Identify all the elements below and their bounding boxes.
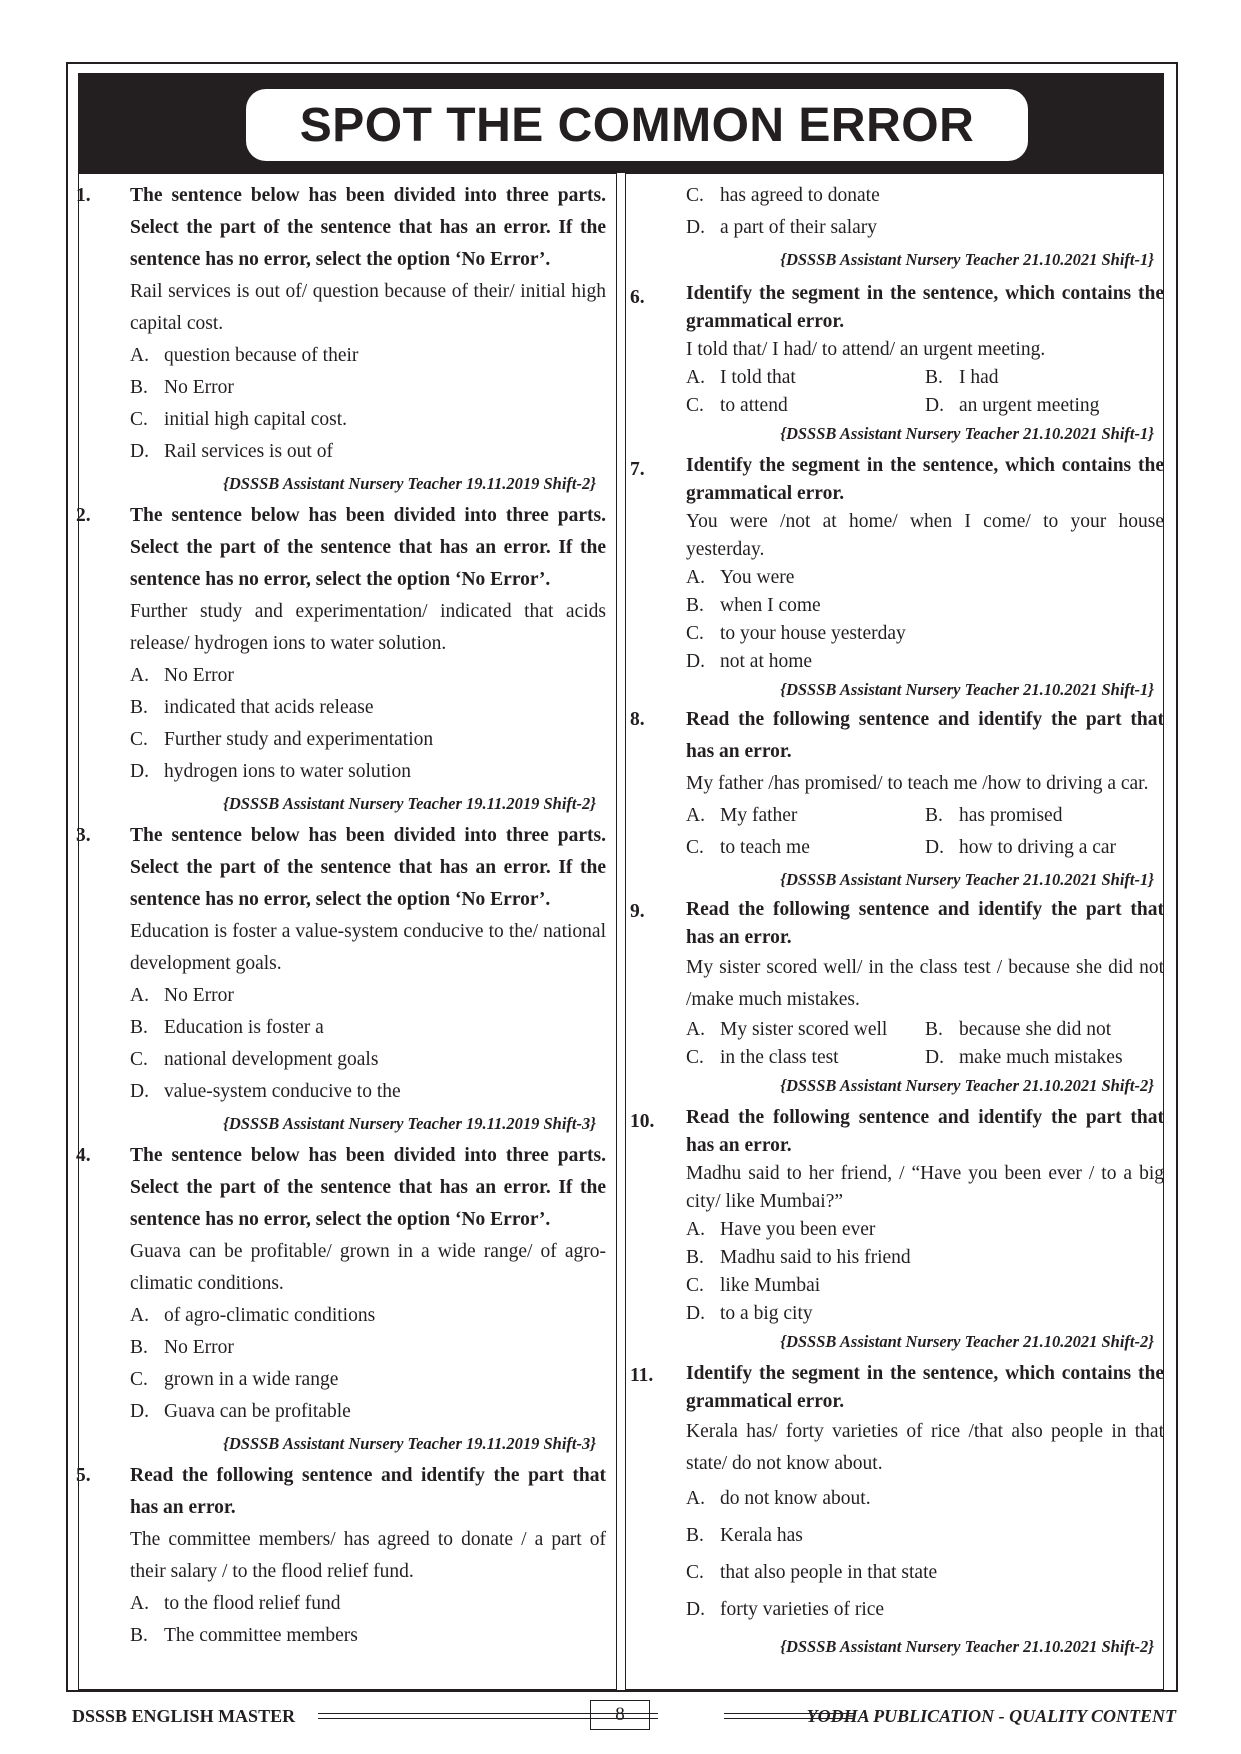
option-letter: B. bbox=[130, 1337, 148, 1358]
question-source: {DSSSB Assistant Nursery Teacher 19.11.2019 Shift-2} bbox=[223, 474, 596, 493]
option-text: Further study and experimentation bbox=[164, 729, 434, 750]
question-instruction: The sentence below has been divided into three parts. Select the part of the sentence that has an error. If the sentence has no error, select the option ‘No Error’. bbox=[130, 825, 606, 910]
question-number: 2. bbox=[76, 505, 91, 526]
option-b[interactable] bbox=[130, 692, 606, 724]
option-letter: C. bbox=[686, 1562, 704, 1583]
question-instruction: The sentence below has been divided into three parts. Select the part of the sentence that has an error. If the sentence has no error, select the option ‘No Error’. bbox=[130, 505, 606, 590]
question-9 bbox=[630, 896, 1164, 1100]
option-text: how to driving a car bbox=[959, 837, 1117, 858]
option-text: No Error bbox=[164, 1337, 234, 1358]
question-source: {DSSSB Assistant Nursery Teacher 21.10.2021 Shift-2} bbox=[780, 1076, 1154, 1095]
question-source: {DSSSB Assistant Nursery Teacher 21.10.2021 Shift-1} bbox=[780, 870, 1154, 889]
option-c[interactable] bbox=[130, 724, 606, 756]
option-c[interactable] bbox=[686, 1554, 1164, 1591]
option-text: do not know about. bbox=[720, 1488, 871, 1509]
option-letter: D. bbox=[925, 837, 944, 858]
option-letter: B. bbox=[130, 697, 148, 718]
option-d[interactable] bbox=[686, 1300, 1164, 1328]
option-text: like Mumbai bbox=[720, 1275, 821, 1296]
option-c[interactable] bbox=[686, 1272, 1164, 1300]
option-letter: C. bbox=[686, 1047, 704, 1068]
option-text: when I come bbox=[720, 595, 821, 616]
option-text: of agro-climatic conditions bbox=[164, 1305, 376, 1326]
option-d[interactable] bbox=[130, 1076, 606, 1108]
option-text: Have you been ever bbox=[720, 1219, 876, 1240]
option-c[interactable] bbox=[686, 180, 1164, 212]
option-text: My sister scored well bbox=[720, 1019, 888, 1040]
option-d[interactable] bbox=[130, 1396, 606, 1428]
option-text: indicated that acids release bbox=[164, 697, 374, 718]
option-letter: A. bbox=[686, 1219, 705, 1240]
option-letter: A. bbox=[686, 567, 705, 588]
option-a[interactable] bbox=[686, 364, 925, 392]
option-letter: A. bbox=[686, 805, 705, 826]
option-a[interactable] bbox=[130, 1588, 606, 1620]
question-source: {DSSSB Assistant Nursery Teacher 21.10.2021 Shift-2} bbox=[780, 1637, 1154, 1656]
option-letter: B. bbox=[130, 1017, 148, 1038]
option-letter: B. bbox=[686, 595, 704, 616]
option-text: grown in a wide range bbox=[164, 1369, 339, 1390]
option-text: Madhu said to his friend bbox=[720, 1247, 911, 1268]
left-column bbox=[78, 180, 610, 1652]
question-sentence: Rail services is out of/ question because of their/ initial high capital cost. bbox=[130, 281, 606, 334]
question-number: 9. bbox=[630, 901, 645, 922]
question-4 bbox=[78, 1140, 610, 1460]
footer-publisher: YODHA PUBLICATION - QUALITY CONTENT bbox=[806, 1706, 1176, 1726]
option-text: I told that bbox=[720, 367, 796, 388]
option-text: Guava can be profitable bbox=[164, 1401, 351, 1422]
option-c[interactable] bbox=[686, 832, 925, 864]
option-a[interactable] bbox=[130, 1300, 606, 1332]
question-source: {DSSSB Assistant Nursery Teacher 21.10.2021 Shift-2} bbox=[780, 1332, 1154, 1351]
option-text: to the flood relief fund bbox=[164, 1593, 341, 1614]
option-text: No Error bbox=[164, 377, 234, 398]
option-text: a part of their salary bbox=[720, 217, 878, 238]
option-b[interactable] bbox=[925, 1016, 1164, 1044]
option-text: question because of their bbox=[164, 345, 359, 366]
question-sentence: Education is foster a value-system conducive to the/ national development goals. bbox=[130, 921, 606, 974]
option-letter: A. bbox=[130, 345, 149, 366]
question-6 bbox=[630, 280, 1164, 448]
option-letter: B. bbox=[925, 805, 943, 826]
question-sentence: Kerala has/ forty varieties of rice /that also people in that state/ do not know about. bbox=[686, 1421, 1164, 1474]
question-source: {DSSSB Assistant Nursery Teacher 19.11.2019 Shift-3} bbox=[223, 1434, 596, 1453]
option-a[interactable] bbox=[130, 340, 606, 372]
option-text: initial high capital cost. bbox=[164, 409, 348, 430]
question-10 bbox=[630, 1104, 1164, 1356]
option-text: national development goals bbox=[164, 1049, 379, 1070]
option-letter: B. bbox=[686, 1247, 704, 1268]
option-text: not at home bbox=[720, 651, 813, 672]
option-text: to your house yesterday bbox=[720, 623, 906, 644]
option-letter: A. bbox=[130, 665, 149, 686]
option-letter: D. bbox=[686, 1599, 705, 1620]
question-number: 8. bbox=[630, 709, 645, 730]
question-sentence: Guava can be profitable/ grown in a wide range/ of agro-climatic conditions. bbox=[130, 1241, 606, 1294]
option-letter: C. bbox=[686, 395, 704, 416]
option-a[interactable] bbox=[686, 1480, 1164, 1517]
option-b[interactable] bbox=[686, 592, 1164, 620]
option-letter: C. bbox=[130, 1369, 148, 1390]
options-grid bbox=[686, 800, 1164, 864]
option-text: in the class test bbox=[720, 1047, 839, 1068]
option-text: because she did not bbox=[959, 1019, 1112, 1040]
option-d[interactable] bbox=[925, 1044, 1164, 1072]
option-d[interactable] bbox=[686, 1591, 1164, 1628]
question-source: {DSSSB Assistant Nursery Teacher 21.10.2021 Shift-1} bbox=[780, 680, 1154, 699]
option-text: Kerala has bbox=[720, 1525, 803, 1546]
question-2 bbox=[78, 500, 610, 820]
option-letter: A. bbox=[130, 1305, 149, 1326]
option-a[interactable] bbox=[686, 564, 1164, 592]
option-text: I had bbox=[959, 367, 999, 388]
question-instruction: Read the following sentence and identify the part that has an error. bbox=[686, 899, 1164, 948]
options-grid bbox=[686, 364, 1164, 420]
question-sentence: Madhu said to her friend, / “Have you been ever / to a big city/ like Mumbai?” bbox=[686, 1163, 1164, 1212]
option-letter: A. bbox=[130, 985, 149, 1006]
right-column bbox=[630, 180, 1164, 1665]
question-instruction: Identify the segment in the sentence, which contains the grammatical error. bbox=[686, 455, 1164, 504]
option-text: My father bbox=[720, 805, 798, 826]
option-letter: B. bbox=[925, 1019, 943, 1040]
question-instruction: Identify the segment in the sentence, which contains the grammatical error. bbox=[686, 1363, 1164, 1412]
option-letter: C. bbox=[686, 185, 704, 206]
option-b[interactable] bbox=[925, 364, 1164, 392]
option-letter: D. bbox=[130, 1081, 149, 1102]
option-letter: A. bbox=[686, 1019, 705, 1040]
option-a[interactable] bbox=[130, 660, 606, 692]
option-letter: D. bbox=[925, 1047, 944, 1068]
option-letter: D. bbox=[686, 217, 705, 238]
option-letter: D. bbox=[686, 651, 705, 672]
question-number: 5. bbox=[76, 1465, 91, 1486]
option-a[interactable] bbox=[686, 800, 925, 832]
option-text: an urgent meeting bbox=[959, 395, 1100, 416]
question-5 bbox=[78, 1460, 610, 1652]
option-c[interactable] bbox=[130, 1364, 606, 1396]
option-b[interactable] bbox=[130, 1620, 606, 1652]
question-instruction: Read the following sentence and identify the part that has an error. bbox=[686, 1107, 1164, 1156]
page-title: SPOT THE COMMON ERROR bbox=[299, 98, 975, 152]
question-instruction: Read the following sentence and identify the part that has an error. bbox=[686, 709, 1164, 762]
option-letter: D. bbox=[130, 1401, 149, 1422]
option-a[interactable] bbox=[130, 980, 606, 1012]
question-number: 6. bbox=[630, 287, 645, 308]
option-text: No Error bbox=[164, 665, 234, 686]
question-sentence: Further study and experimentation/ indicated that acids release/ hydrogen ions to water solution. bbox=[130, 601, 606, 654]
question-number: 3. bbox=[76, 825, 91, 846]
option-b[interactable] bbox=[130, 1332, 606, 1364]
option-text: to teach me bbox=[720, 837, 810, 858]
question-number: 4. bbox=[76, 1145, 91, 1166]
option-text: forty varieties of rice bbox=[720, 1599, 885, 1620]
option-letter: B. bbox=[686, 1525, 704, 1546]
option-letter: D. bbox=[925, 395, 944, 416]
question-5-continued bbox=[630, 180, 1164, 276]
option-text: Education is foster a bbox=[164, 1017, 324, 1038]
option-text: that also people in that state bbox=[720, 1562, 938, 1583]
question-sentence: I told that/ I had/ to attend/ an urgent meeting. bbox=[686, 339, 1046, 360]
question-1 bbox=[78, 180, 610, 500]
title-banner bbox=[246, 89, 1028, 161]
option-c[interactable] bbox=[686, 620, 1164, 648]
option-text: to a big city bbox=[720, 1303, 813, 1324]
option-b[interactable] bbox=[130, 1012, 606, 1044]
option-letter: C. bbox=[130, 729, 148, 750]
option-b[interactable] bbox=[130, 372, 606, 404]
question-sentence: You were /not at home/ when I come/ to your house yesterday. bbox=[686, 511, 1164, 560]
option-letter: A. bbox=[130, 1593, 149, 1614]
question-number: 7. bbox=[630, 459, 645, 480]
options-grid bbox=[686, 1016, 1164, 1072]
option-d[interactable] bbox=[925, 392, 1164, 420]
option-letter: D. bbox=[130, 441, 149, 462]
option-b[interactable] bbox=[686, 1517, 1164, 1554]
option-letter: D. bbox=[686, 1303, 705, 1324]
option-letter: C. bbox=[130, 409, 148, 430]
option-letter: B. bbox=[130, 377, 148, 398]
option-c[interactable] bbox=[130, 1044, 606, 1076]
question-source: {DSSSB Assistant Nursery Teacher 19.11.2019 Shift-3} bbox=[223, 1114, 596, 1133]
question-source: {DSSSB Assistant Nursery Teacher 21.10.2021 Shift-1} bbox=[780, 250, 1154, 269]
question-number: 1. bbox=[76, 185, 91, 206]
option-letter: B. bbox=[130, 1625, 148, 1646]
option-text: Rail services is out of bbox=[164, 441, 333, 462]
option-d[interactable] bbox=[130, 756, 606, 788]
option-text: value-system conducive to the bbox=[164, 1081, 401, 1102]
option-d[interactable] bbox=[130, 436, 606, 468]
option-d[interactable] bbox=[686, 648, 1164, 676]
option-text: has promised bbox=[959, 805, 1063, 826]
option-text: No Error bbox=[164, 985, 234, 1006]
option-c[interactable] bbox=[686, 392, 925, 420]
option-letter: C. bbox=[686, 623, 704, 644]
option-letter: A. bbox=[686, 367, 705, 388]
question-instruction: The sentence below has been divided into three parts. Select the part of the sentence that has an error. If the sentence has no error, select the option ‘No Error’. bbox=[130, 1145, 606, 1230]
option-letter: C. bbox=[686, 837, 704, 858]
question-11 bbox=[630, 1360, 1164, 1665]
question-number: 10. bbox=[630, 1111, 655, 1132]
option-text: hydrogen ions to water solution bbox=[164, 761, 411, 782]
question-sentence: My sister scored well/ in the class test / because she did not /make much mistakes. bbox=[686, 957, 1164, 1010]
question-3 bbox=[78, 820, 610, 1140]
option-b[interactable] bbox=[925, 800, 1164, 832]
option-d[interactable] bbox=[925, 832, 1164, 864]
option-text: You were bbox=[720, 567, 795, 588]
option-letter: C. bbox=[686, 1275, 704, 1296]
option-letter: D. bbox=[130, 761, 149, 782]
question-source: {DSSSB Assistant Nursery Teacher 19.11.2019 Shift-2} bbox=[223, 794, 596, 813]
question-number: 11. bbox=[630, 1365, 654, 1386]
option-text: has agreed to donate bbox=[720, 185, 880, 206]
option-a[interactable] bbox=[686, 1216, 1164, 1244]
question-sentence: The committee members/ has agreed to donate / a part of their salary / to the flood relief fund. bbox=[130, 1529, 606, 1582]
option-text: The committee members bbox=[164, 1625, 358, 1646]
option-c[interactable] bbox=[130, 404, 606, 436]
page-number: 8 bbox=[590, 1700, 650, 1730]
option-d[interactable] bbox=[686, 212, 1164, 244]
option-text: to attend bbox=[720, 395, 788, 416]
option-a[interactable] bbox=[686, 1016, 925, 1044]
option-letter: A. bbox=[686, 1488, 705, 1509]
question-instruction: Identify the segment in the sentence, which contains the grammatical error. bbox=[686, 283, 1164, 332]
question-8 bbox=[630, 704, 1164, 896]
option-letter: C. bbox=[130, 1049, 148, 1070]
question-instruction: Read the following sentence and identify the part that has an error. bbox=[130, 1465, 606, 1518]
footer-book-title: DSSSB ENGLISH MASTER bbox=[72, 1706, 296, 1726]
question-7 bbox=[630, 452, 1164, 704]
option-text: make much mistakes bbox=[959, 1047, 1123, 1068]
question-instruction: The sentence below has been divided into three parts. Select the part of the sentence that has an error. If the sentence has no error, select the option ‘No Error’. bbox=[130, 185, 606, 270]
option-b[interactable] bbox=[686, 1244, 1164, 1272]
question-source: {DSSSB Assistant Nursery Teacher 21.10.2021 Shift-1} bbox=[780, 424, 1154, 443]
question-sentence: My father /has promised/ to teach me /how to driving a car. bbox=[686, 773, 1149, 794]
option-c[interactable] bbox=[686, 1044, 925, 1072]
option-letter: B. bbox=[925, 367, 943, 388]
